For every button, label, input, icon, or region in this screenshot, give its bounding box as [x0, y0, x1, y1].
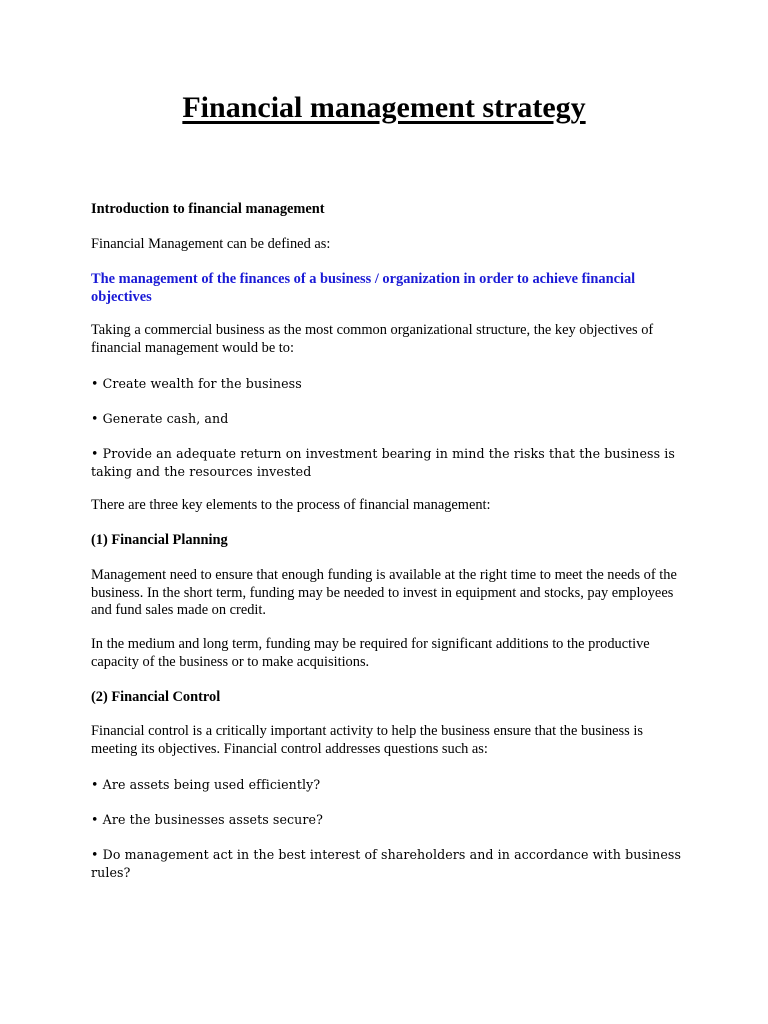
definition-highlight: The management of the finances of a business / organization in order to achieve financial objectives [91, 271, 636, 305]
control-question: • Do management act in the best interest of shareholders and in accordance with business rules? [91, 847, 682, 880]
control-heading: (2) Financial Control [91, 689, 221, 705]
control-paragraph: Financial control is a critically important activity to help the business ensure that the business is meeting its objectives. Financial control addresses questions such as: [91, 723, 643, 757]
objectives-intro: Taking a commercial business as the most common organizational structure, the key objectives of financial management would be to: [91, 322, 654, 356]
planning-paragraph: In the medium and long term, funding may be required for significant additions to the productive capacity of the business or to make acquisitions. [91, 636, 650, 670]
definition-lead: Financial Management can be defined as: [91, 236, 331, 252]
objective-item: • Generate cash, and [91, 411, 229, 426]
objective-item: • Create wealth for the business [91, 376, 302, 391]
intro-heading: Introduction to financial management [91, 201, 325, 217]
elements-intro: There are three key elements to the process of financial management: [91, 497, 491, 513]
objective-item: • Provide an adequate return on investment bearing in mind the risks that the business is taking and the resources invested [91, 446, 675, 479]
planning-paragraph: Management need to ensure that enough funding is available at the right time to meet the needs of the business. In the short term, funding may be needed to invest in equipment and stocks, pay employees and fund sales made on credit. [91, 567, 677, 618]
control-question: • Are the businesses assets secure? [91, 812, 323, 827]
page-title: Financial management strategy [182, 91, 586, 124]
planning-heading: (1) Financial Planning [91, 532, 228, 548]
control-question: • Are assets being used efficiently? [91, 777, 321, 792]
